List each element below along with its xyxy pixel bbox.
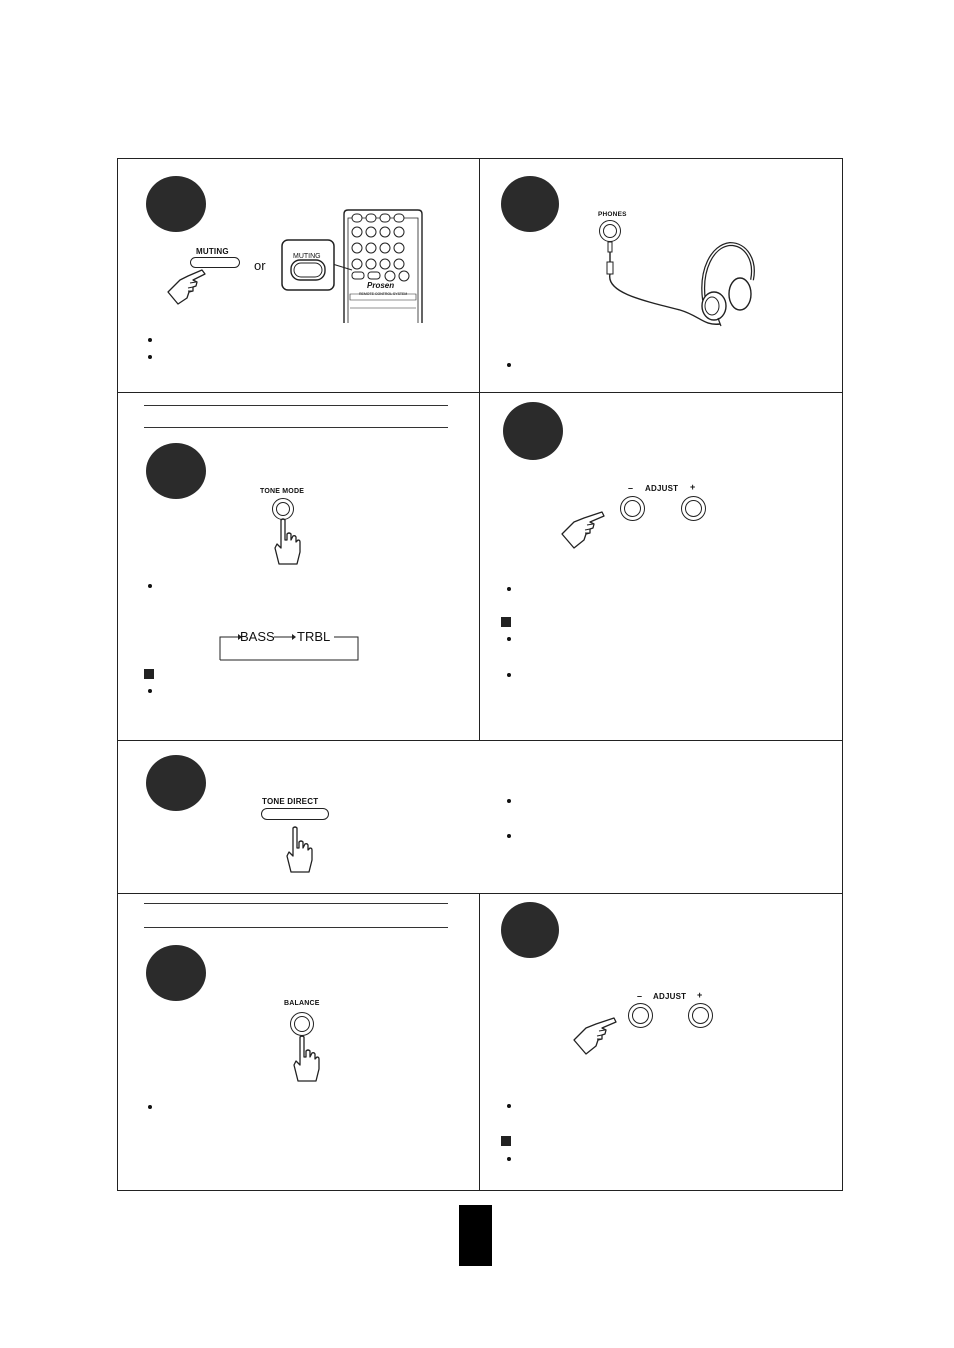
adjust-minus-button[interactable] <box>628 1003 653 1028</box>
balance-label: BALANCE <box>284 1000 320 1007</box>
adjust-plus-button[interactable] <box>681 496 706 521</box>
divider-row-3 <box>117 893 843 894</box>
tone-direct-label: TONE DIRECT <box>262 797 319 806</box>
flow-trbl: TRBL <box>297 629 331 644</box>
adjust-plus-label: + <box>690 482 696 492</box>
pointing-hand-icon <box>572 1014 620 1056</box>
bullet <box>507 799 511 803</box>
tone-mode-label: TONE MODE <box>260 488 305 495</box>
remote-muting-label: MUTING <box>293 253 321 260</box>
heading-rule-bottom <box>144 427 448 428</box>
step-circle <box>146 755 206 811</box>
tone-direct-button[interactable] <box>261 808 329 820</box>
note-square <box>144 669 154 679</box>
muting-button[interactable] <box>190 257 240 268</box>
heading-rule-top <box>144 405 448 406</box>
note-square <box>501 617 511 627</box>
bullet <box>148 689 152 693</box>
bullet <box>148 355 152 359</box>
adjust-label: ADJUST <box>653 992 687 1001</box>
remote-caption: REMOTE CONTROL SYSTEM <box>359 292 408 296</box>
pressing-hand-icon <box>273 518 303 566</box>
adjust-plus-label: + <box>697 990 703 1000</box>
pointing-hand-icon <box>560 508 608 550</box>
heading-rule-bottom <box>144 927 448 928</box>
bullet <box>148 584 152 588</box>
heading-rule-top <box>144 903 448 904</box>
pointing-hand-icon <box>166 268 210 308</box>
bullet <box>507 587 511 591</box>
page-number-tab <box>459 1205 492 1266</box>
adjust-label: ADJUST <box>645 484 679 493</box>
flow-bass: BASS <box>240 629 275 644</box>
adjust-plus-button[interactable] <box>688 1003 713 1028</box>
divider-row-2 <box>117 740 843 741</box>
step-circle <box>146 443 206 499</box>
note-square <box>501 1136 511 1146</box>
muting-button-label: MUTING <box>196 247 229 256</box>
headphones-icon <box>600 240 760 336</box>
bullet <box>507 1157 511 1161</box>
bullet <box>507 637 511 641</box>
tone-mode-button[interactable] <box>272 498 294 520</box>
remote-control-icon <box>282 210 424 324</box>
phones-jack[interactable] <box>599 220 621 242</box>
balance-button[interactable] <box>290 1012 314 1036</box>
phones-jack-label: PHONES <box>598 211 627 218</box>
adjust-minus-button[interactable] <box>620 496 645 521</box>
bullet <box>507 1104 511 1108</box>
bullet <box>507 363 511 367</box>
bullet <box>148 338 152 342</box>
step-circle <box>501 176 559 232</box>
step-circle <box>146 945 206 1001</box>
bullet <box>507 834 511 838</box>
or-text: or <box>254 258 266 273</box>
step-circle <box>146 176 206 232</box>
bullet <box>148 1105 152 1109</box>
bullet <box>507 673 511 677</box>
divider-row-1 <box>117 392 843 393</box>
remote-brand: Prosen <box>367 281 395 290</box>
divider-vertical-lower <box>479 893 480 1191</box>
pressing-hand-icon <box>292 1035 322 1083</box>
divider-vertical-upper <box>479 158 480 740</box>
adjust-minus-label: – <box>628 483 634 493</box>
step-circle <box>501 902 559 958</box>
pressing-hand-icon <box>285 826 315 874</box>
step-circle <box>503 402 563 460</box>
adjust-minus-label: – <box>637 991 643 1001</box>
